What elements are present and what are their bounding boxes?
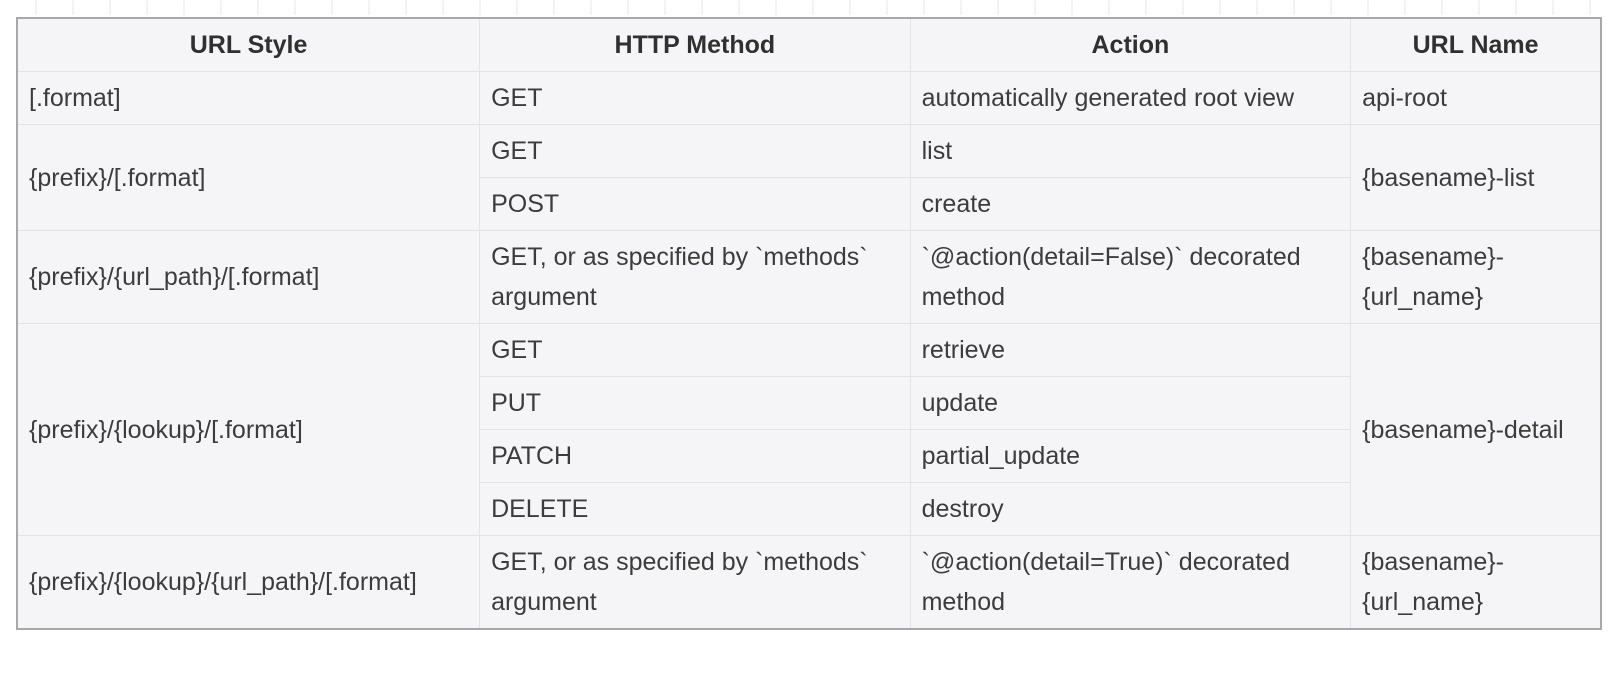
cell-url-name: {basename}-detail [1351, 324, 1601, 536]
router-url-table [16, 17, 1602, 630]
cell-url-style: {prefix}/[.format] [17, 125, 480, 231]
cell-http-method: POST [480, 178, 911, 231]
column-header-http-method: HTTP Method [480, 18, 911, 72]
table-body [17, 72, 1601, 630]
cell-http-method: GET [480, 324, 911, 377]
cell-url-name: {basename}-list [1351, 125, 1601, 231]
cell-url-name: {basename}-{url_name} [1351, 536, 1601, 630]
cell-http-method: PATCH [480, 430, 911, 483]
cell-action: list [910, 125, 1351, 178]
cell-action: `@action(detail=True)` decorated method [910, 536, 1351, 630]
table-row [17, 536, 1601, 630]
cell-http-method: GET [480, 125, 911, 178]
header-row [17, 18, 1601, 72]
cell-action: create [910, 178, 1351, 231]
cell-action: partial_update [910, 430, 1351, 483]
cell-action: retrieve [910, 324, 1351, 377]
cell-url-style: {prefix}/{lookup}/{url_path}/[.format] [17, 536, 480, 630]
cell-http-method: GET, or as specified by `methods` argument [480, 231, 911, 324]
cell-url-name: {basename}-{url_name} [1351, 231, 1601, 324]
table-row [17, 324, 1601, 377]
table-header [17, 18, 1601, 72]
column-header-action: Action [910, 18, 1351, 72]
cell-action: `@action(detail=False)` decorated method [910, 231, 1351, 324]
cropped-content-remnant [0, 0, 1618, 15]
cell-url-style: {prefix}/{url_path}/[.format] [17, 231, 480, 324]
column-header-url-name: URL Name [1351, 18, 1601, 72]
table-row [17, 125, 1601, 178]
cell-action: automatically generated root view [910, 72, 1351, 125]
cell-url-name: api-root [1351, 72, 1601, 125]
cell-http-method: GET [480, 72, 911, 125]
cell-http-method: DELETE [480, 483, 911, 536]
table-row [17, 72, 1601, 125]
cell-action: destroy [910, 483, 1351, 536]
column-header-url-style: URL Style [17, 18, 480, 72]
cell-http-method: GET, or as specified by `methods` argument [480, 536, 911, 630]
cell-http-method: PUT [480, 377, 911, 430]
table-row [17, 231, 1601, 324]
cell-action: update [910, 377, 1351, 430]
cell-url-style: {prefix}/{lookup}/[.format] [17, 324, 480, 536]
cell-url-style: [.format] [17, 72, 480, 125]
